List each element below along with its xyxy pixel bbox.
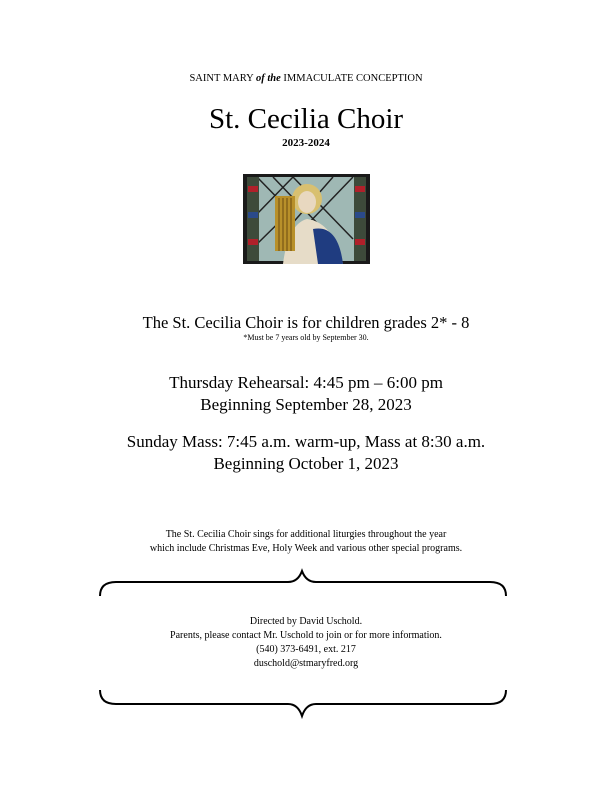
email-address: duschold@stmaryfred.org	[253, 658, 359, 669]
parish-name-italic: of the	[255, 73, 281, 84]
rehearsal-start: Beginning September 28, 2023	[200, 395, 412, 414]
age-note: *Must be 7 years old by September 30.	[243, 333, 369, 342]
phone-number: (540) 373-6491, ext. 217	[256, 644, 356, 655]
season-year: 2023-2024	[282, 137, 330, 149]
director-text: Directed by David Uschold.	[249, 616, 363, 627]
page-title: St. Cecilia Choir	[208, 103, 404, 135]
parish-name-part: SAINT MARY	[189, 73, 256, 84]
parish-name-part: IMMACULATE CONCEPTION	[280, 73, 423, 84]
additional-text: which include Christmas Eve, Holy Week and various other special programs.	[149, 543, 463, 554]
top-brace-divider	[98, 568, 510, 598]
rehearsal-time: Thursday Rehearsal: 4:45 pm – 6:00 pm	[169, 373, 443, 392]
eligibility-text: The St. Cecilia Choir is for children grades 2* - 8	[142, 313, 470, 332]
contact-instructions: Parents, please contact Mr. Uschold to join or for more information.	[170, 630, 442, 641]
stained-glass-image	[243, 174, 370, 264]
bottom-brace-divider	[98, 688, 510, 720]
mass-start: Beginning October 1, 2023	[213, 454, 399, 473]
parish-name	[0, 73, 612, 84]
additional-text: The St. Cecilia Choir sings for additional liturgies throughout the year	[165, 529, 447, 540]
mass-time: Sunday Mass: 7:45 a.m. warm-up, Mass at 8:30 a.m.	[126, 432, 486, 451]
